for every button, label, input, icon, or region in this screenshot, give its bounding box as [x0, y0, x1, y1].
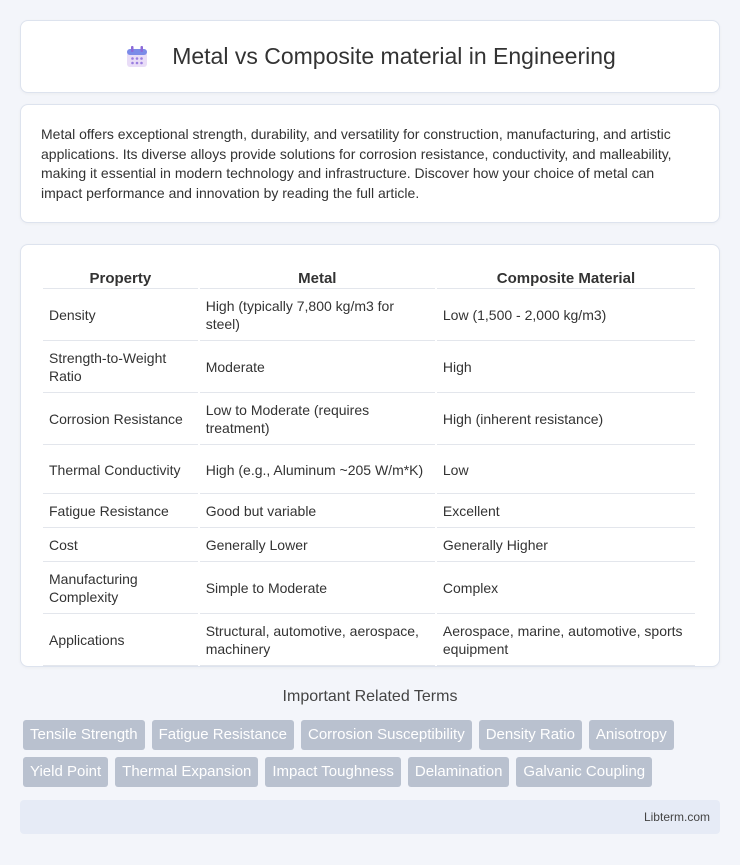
cell-metal: Low to Moderate (requires treatment) [200, 395, 435, 445]
related-terms-title: Important Related Terms [282, 688, 458, 705]
term-tag[interactable]: Anisotropy [589, 720, 674, 750]
term-tag[interactable]: Fatigue Resistance [152, 720, 294, 750]
table-row [43, 496, 695, 528]
cell-property: Corrosion Resistance [43, 395, 198, 445]
related-terms [23, 720, 723, 794]
cell-metal: Structural, automotive, aerospace, machinery [200, 616, 435, 666]
cell-property: Density [43, 291, 198, 341]
cell-property: Strength-to-Weight Ratio [43, 343, 198, 393]
term-tag[interactable]: Thermal Expansion [115, 757, 258, 787]
header-card [20, 20, 720, 93]
cell-metal: High (typically 7,800 kg/m3 for steel) [200, 291, 435, 341]
term-tag[interactable]: Corrosion Susceptibility [301, 720, 472, 750]
cell-property: Thermal Conductivity [43, 447, 198, 494]
cell-composite: Complex [437, 564, 695, 614]
cell-metal: High (e.g., Aluminum ~205 W/m*K) [200, 447, 435, 494]
cell-composite: Low (1,500 - 2,000 kg/m3) [437, 291, 695, 341]
intro-card [20, 104, 720, 223]
term-tag[interactable]: Galvanic Coupling [516, 757, 652, 787]
cell-composite: Aerospace, marine, automotive, sports equipment [437, 616, 695, 666]
intro-text: Metal offers exceptional strength, durability, and versatility for construction, manufacturing, and artistic applications. Its diverse alloys provide solutions for corrosion resistance, conductivity, and malleability, making it essential in modern technology and infrastructure. Discover how your choice of metal can impact performance and innovation by reading the full article. [41, 126, 672, 201]
table-row [43, 530, 695, 562]
cell-metal: Simple to Moderate [200, 564, 435, 614]
table-header-row [43, 267, 695, 289]
term-tag[interactable]: Density Ratio [479, 720, 582, 750]
cell-composite: High [437, 343, 695, 393]
table-row [43, 395, 695, 445]
comparison-table-card [20, 244, 720, 667]
header-metal: Metal [200, 267, 435, 289]
cell-composite: High (inherent resistance) [437, 395, 695, 445]
cell-composite: Excellent [437, 496, 695, 528]
cell-metal: Good but variable [200, 496, 435, 528]
term-row [23, 720, 723, 750]
term-tag[interactable]: Delamination [408, 757, 510, 787]
cell-metal: Generally Lower [200, 530, 435, 562]
cell-property: Fatigue Resistance [43, 496, 198, 528]
table-row [43, 564, 695, 614]
cell-composite: Low [437, 447, 695, 494]
table-row [43, 291, 695, 341]
header-composite: Composite Material [437, 267, 695, 289]
page-title: Metal vs Composite material in Engineering [172, 43, 616, 69]
cell-property: Manufacturing Complexity [43, 564, 198, 614]
cell-property: Applications [43, 616, 198, 666]
table-row [43, 343, 695, 393]
footer-site-link[interactable]: Libterm.com [643, 810, 710, 824]
term-tag[interactable]: Yield Point [23, 757, 108, 787]
table-row [43, 447, 695, 494]
footer [20, 800, 720, 834]
cell-composite: Generally Higher [437, 530, 695, 562]
term-row [23, 757, 723, 787]
cell-property: Cost [43, 530, 198, 562]
table-row [43, 616, 695, 666]
comparison-table [41, 265, 697, 668]
cell-metal: Moderate [200, 343, 435, 393]
calendar-icon [124, 44, 150, 70]
header-property: Property [43, 267, 198, 289]
term-tag[interactable]: Tensile Strength [23, 720, 145, 750]
term-tag[interactable]: Impact Toughness [265, 757, 400, 787]
